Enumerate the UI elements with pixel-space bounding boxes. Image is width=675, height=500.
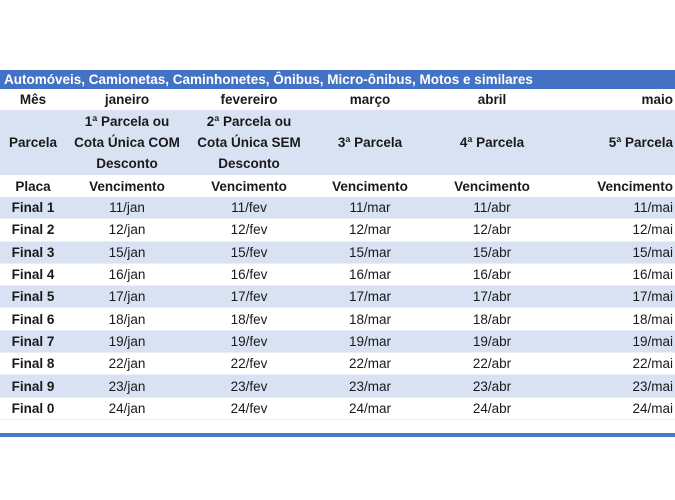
due-date-cell: 15/fev	[188, 241, 310, 263]
due-date-cell: 16/jan	[66, 263, 188, 285]
due-date-cell: 17/jan	[66, 286, 188, 308]
due-date-cell: 15/abr	[430, 241, 554, 263]
table-row	[0, 263, 675, 285]
bottom-divider	[0, 433, 675, 437]
due-date-cell: 22/mar	[310, 353, 430, 375]
due-date-cell: 11/fev	[188, 197, 310, 219]
due-date-cell: 17/mai	[554, 286, 675, 308]
due-date-cell: 16/abr	[430, 263, 554, 285]
due-date-cell: 19/jan	[66, 330, 188, 352]
plate-final-cell: Final 0	[0, 397, 66, 419]
table-row	[0, 353, 675, 375]
due-date-cell: 19/mar	[310, 330, 430, 352]
installment-cell	[66, 110, 188, 175]
installment-cell	[554, 110, 675, 175]
table-row	[0, 286, 675, 308]
due-date-cell: 12/mar	[310, 219, 430, 241]
due-date-cell: 19/mai	[554, 330, 675, 352]
due-date-cell: 19/fev	[188, 330, 310, 352]
due-date-cell: 17/mar	[310, 286, 430, 308]
table-row	[0, 375, 675, 397]
due-date-cell: 17/fev	[188, 286, 310, 308]
table-row	[0, 397, 675, 419]
installment-cell	[310, 110, 430, 175]
plate-final-cell: Final 1	[0, 197, 66, 219]
due-date-table	[0, 89, 675, 420]
plate-final-cell: Final 6	[0, 308, 66, 330]
due-date-cell: 12/abr	[430, 219, 554, 241]
due-date-cell: 12/fev	[188, 219, 310, 241]
due-date-cell: 15/mai	[554, 241, 675, 263]
installment-label: Parcela	[0, 110, 66, 175]
due-date-cell: 11/abr	[430, 197, 554, 219]
plate-final-cell: Final 9	[0, 375, 66, 397]
due-date-cell: 23/mar	[310, 375, 430, 397]
plate-final-cell: Final 4	[0, 263, 66, 285]
plate-final-cell: Final 5	[0, 286, 66, 308]
month-header-row	[0, 89, 675, 110]
plate-final-cell: Final 3	[0, 241, 66, 263]
plate-header-row	[0, 175, 675, 197]
due-header-cell: Vencimento	[332, 178, 408, 194]
due-date-cell: 23/mai	[554, 375, 675, 397]
installment-cell	[430, 110, 554, 175]
table-row	[0, 219, 675, 241]
month-cell: março	[349, 92, 391, 107]
table-title: Automóveis, Camionetas, Caminhonetes, Ônibus, Micro-ônibus, Motos e similares	[0, 70, 675, 89]
month-cell: fevereiro	[220, 92, 278, 107]
due-date-cell: 22/fev	[188, 353, 310, 375]
installment-cell	[188, 110, 310, 175]
due-date-cell: 16/fev	[188, 263, 310, 285]
due-date-cell: 23/fev	[188, 375, 310, 397]
due-header-cell: Vencimento	[211, 178, 287, 194]
due-header-cell: Vencimento	[597, 178, 673, 194]
installment-line: Cota Única SEM	[197, 135, 301, 150]
due-date-cell: 17/abr	[430, 286, 554, 308]
plate-final-cell: Final 8	[0, 353, 66, 375]
due-date-cell: 22/abr	[430, 353, 554, 375]
due-date-cell: 18/mai	[554, 308, 675, 330]
due-header-cell: Vencimento	[89, 178, 165, 194]
plate-final-cell: Final 2	[0, 219, 66, 241]
month-cell: abril	[477, 92, 507, 107]
installment-line: 2ª Parcela ou	[206, 114, 292, 129]
table-row	[0, 330, 675, 352]
due-date-cell: 18/fev	[188, 308, 310, 330]
due-date-cell: 23/jan	[66, 375, 188, 397]
installment-row	[0, 110, 675, 175]
due-date-cell: 22/jan	[66, 353, 188, 375]
due-date-cell: 18/jan	[66, 308, 188, 330]
table-row	[0, 241, 675, 263]
installment-line: Cota Única COM	[74, 135, 180, 150]
due-date-cell: 24/abr	[430, 397, 554, 419]
due-date-cell: 15/jan	[66, 241, 188, 263]
installment-line: 1ª Parcela ou	[84, 114, 170, 129]
due-date-cell: 12/mai	[554, 219, 675, 241]
installment-line: 5ª Parcela	[608, 135, 673, 150]
plate-label: Placa	[15, 178, 51, 194]
table-row	[0, 308, 675, 330]
due-date-cell: 11/jan	[66, 197, 188, 219]
due-date-cell: 24/jan	[66, 397, 188, 419]
due-date-cell: 22/mai	[554, 353, 675, 375]
due-date-cell: 19/abr	[430, 330, 554, 352]
due-date-cell: 16/mai	[554, 263, 675, 285]
month-cell: janeiro	[104, 92, 150, 107]
installment-line: Desconto	[96, 156, 158, 171]
due-date-cell: 16/mar	[310, 263, 430, 285]
due-header-cell: Vencimento	[454, 178, 530, 194]
due-date-cell: 24/mar	[310, 397, 430, 419]
installment-line: Desconto	[218, 156, 280, 171]
installment-line: 3ª Parcela	[337, 135, 403, 150]
due-date-cell: 11/mai	[554, 197, 675, 219]
due-date-cell: 23/abr	[430, 375, 554, 397]
due-date-cell: 18/mar	[310, 308, 430, 330]
due-date-cell: 12/jan	[66, 219, 188, 241]
month-cell: maio	[641, 92, 673, 107]
due-date-cell: 24/mai	[554, 397, 675, 419]
due-date-cell: 18/abr	[430, 308, 554, 330]
installment-line: 4ª Parcela	[459, 135, 525, 150]
table-row	[0, 197, 675, 219]
month-label: Mês	[19, 92, 47, 107]
plate-final-cell: Final 7	[0, 330, 66, 352]
due-date-cell: 11/mar	[310, 197, 430, 219]
due-date-cell: 24/fev	[188, 397, 310, 419]
due-date-cell: 15/mar	[310, 241, 430, 263]
